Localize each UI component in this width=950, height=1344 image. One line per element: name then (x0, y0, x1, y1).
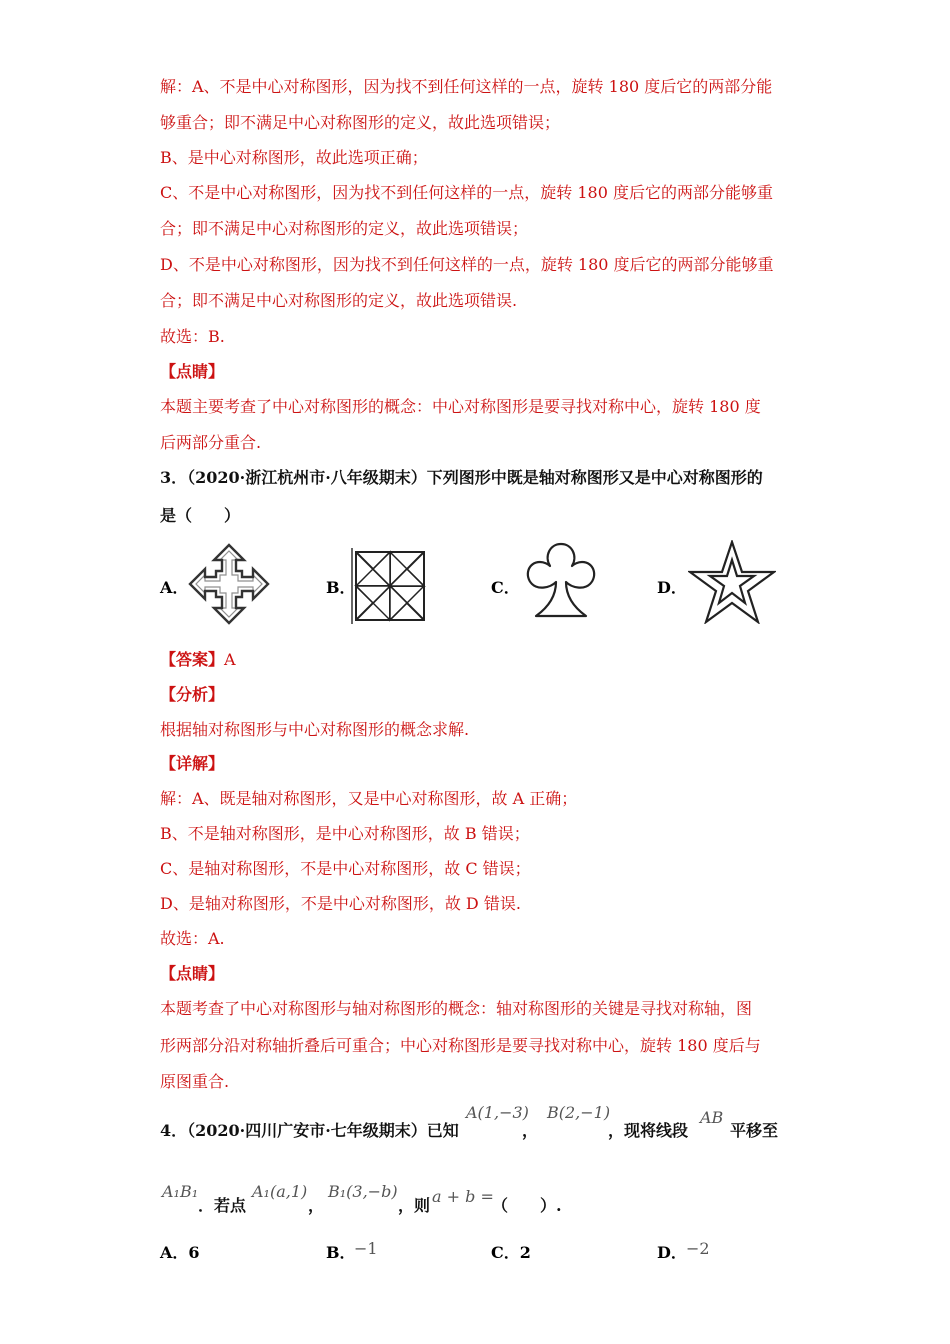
q3-stem-line-1: 3．（2020·浙江杭州市·八年级期末）下列图形中既是轴对称图形又是中心对称图形的 (160, 468, 763, 487)
comment-line-1: 本题主要考查了中心对称图形的概念：中心对称图形是要寻找对称中心，旋转 180 度 (160, 397, 761, 416)
q4-option-c-value: 2 (519, 1243, 531, 1262)
q3-comment-tag: 【点睛】 (160, 964, 225, 983)
q3-stem-line-2: 是（ ） (160, 506, 241, 525)
comment-tag: 【点睛】 (160, 362, 225, 381)
q4-option-d-value: −2 (686, 1239, 710, 1258)
pinwheel-icon (350, 548, 428, 624)
q4-option-b-value: −1 (354, 1239, 378, 1258)
detail-line-3: C、是轴对称图形，不是中心对称图形，故 C 错误； (160, 859, 531, 878)
solution-line-7: 合；即不满足中心对称图形的定义，故此选项错误. (160, 291, 518, 310)
solution-line-1: 解：A、不是中心对称图形，因为找不到任何这样的一点，旋转 180 度后它的两部分能 (160, 77, 773, 96)
detail-line-2: B、不是轴对称图形，是中心对称图形，故 B 错误； (160, 824, 530, 843)
q4-segment-a1b1: A₁B₁ (162, 1182, 199, 1201)
analysis-text: 根据轴对称图形与中心对称图形的概念求解. (160, 720, 470, 739)
q4-stem-part-b: ，现将线段 (608, 1121, 689, 1140)
q4-option-b (326, 1243, 356, 1263)
q4-option-a-label: A． (160, 1243, 189, 1262)
double-star-icon (688, 540, 776, 624)
analysis-tag: 【分析】 (160, 685, 225, 704)
comment-line-2: 后两部分重合. (160, 433, 262, 452)
q3-option-a-label: A． (160, 578, 189, 597)
q3-comment-line-1: 本题考查了中心对称图形与轴对称图形的概念：轴对称图形的关键是寻找对称轴，图 (160, 999, 753, 1018)
detail-line-1: 解：A、既是轴对称图形，又是中心对称图形，故 A 正确； (160, 789, 578, 808)
q4-point-b: B(2,−1) (547, 1103, 611, 1122)
q4-stem-part-f: （ ）. (492, 1196, 562, 1215)
q3-answer (160, 650, 236, 670)
detail-tag: 【详解】 (160, 754, 225, 773)
q4-option-a (160, 1243, 200, 1263)
q4-stem-part-e: ，则 (398, 1196, 431, 1215)
q3-option-d-label: D． (657, 578, 687, 597)
solution-line-4: C、不是中心对称图形，因为找不到任何这样的一点，旋转 180 度后它的两部分能够重 (160, 183, 773, 202)
q3-choice: 故选：A. (160, 929, 225, 948)
club-icon (520, 542, 602, 622)
q4-option-c-label: C． (491, 1243, 520, 1262)
solution-choice: 故选：B. (160, 327, 225, 346)
detail-line-4: D、是轴对称图形，不是中心对称图形，故 D 错误. (160, 894, 521, 913)
q4-option-a-value: 6 (188, 1243, 200, 1262)
q4-option-d-label: D． (657, 1243, 687, 1262)
solution-line-5: 合；即不满足中心对称图形的定义，故此选项错误； (160, 219, 529, 238)
q4-stem-part-c: 平移至 (730, 1121, 779, 1140)
q4-point-b1: B₁(3,−b) (328, 1182, 398, 1201)
q3-comment-line-3: 原图重合. (160, 1072, 230, 1091)
solution-line-2: 够重合；即不满足中心对称图形的定义，故此选项错误； (160, 113, 561, 132)
q4-option-b-label: B． (326, 1243, 356, 1262)
q3-option-c-label: C． (491, 578, 520, 597)
solution-line-3: B、是中心对称图形，故此选项正确； (160, 148, 428, 167)
four-way-arrow-icon (188, 543, 270, 625)
answer-value: A (224, 650, 236, 669)
q4-option-d (657, 1243, 687, 1263)
solution-line-6: D、不是中心对称图形，因为找不到任何这样的一点，旋转 180 度后它的两部分能够重 (160, 255, 774, 274)
answer-tag: 【答案】 (160, 650, 225, 669)
q4-stem-part-d: ．若点 (198, 1196, 247, 1215)
q4-comma-1: ， (522, 1121, 539, 1140)
q4-point-a1: A₁(a,1) (252, 1182, 308, 1201)
q3-comment-line-2: 形两部分沿对称轴折叠后可重合；中心对称图形是要寻找对称中心，旋转 180 度后与 (160, 1036, 761, 1055)
q4-expression: a + b = (432, 1187, 494, 1206)
q4-point-a: A(1,−3) (466, 1103, 529, 1122)
q4-option-c (491, 1243, 531, 1263)
q4-stem-part-a: 4．（2020·四川广安市·七年级期末）已知 (160, 1121, 459, 1140)
q3-option-b-label: B． (326, 578, 356, 597)
q4-comma-2: ， (308, 1196, 325, 1215)
q4-segment-ab: AB (700, 1108, 724, 1127)
